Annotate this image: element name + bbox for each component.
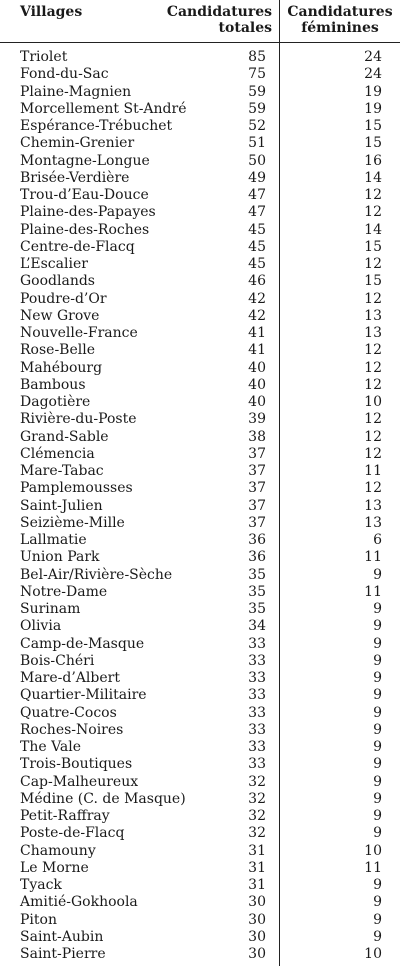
total-candidatures: 32 (248, 825, 266, 842)
female-candidatures: 9 (373, 721, 382, 738)
village-name: Mahébourg (20, 359, 103, 376)
total-candidatures: 42 (248, 290, 266, 307)
table-row (0, 204, 400, 221)
table-row (0, 894, 400, 911)
total-candidatures: 40 (248, 359, 266, 376)
village-name: Union Park (20, 549, 100, 566)
village-name: Nouvelle-France (20, 325, 138, 341)
village-name: Piton (20, 911, 57, 928)
table-row (0, 429, 400, 446)
village-name: Chamouny (20, 842, 96, 859)
female-candidatures: 9 (373, 739, 382, 755)
table-row (0, 118, 400, 135)
female-candidatures: 12 (364, 376, 382, 393)
total-candidatures: 33 (248, 670, 266, 686)
total-candidatures: 40 (248, 394, 266, 410)
total-candidatures: 34 (248, 618, 266, 635)
total-candidatures: 32 (248, 773, 266, 790)
female-candidatures: 19 (364, 100, 382, 117)
table-row (0, 84, 400, 101)
village-name: Centre-de-Flacq (20, 238, 135, 255)
table-row (0, 66, 400, 83)
total-candidatures: 35 (248, 583, 266, 600)
total-candidatures: 40 (248, 376, 266, 393)
total-candidatures: 37 (248, 514, 266, 531)
table-row (0, 49, 400, 66)
total-candidatures: 45 (248, 221, 266, 238)
village-name: Tyack (20, 877, 62, 893)
female-candidatures: 13 (364, 325, 382, 341)
female-candidatures: 6 (373, 532, 382, 548)
total-candidatures: 36 (248, 532, 266, 548)
total-candidatures: 33 (248, 756, 266, 773)
female-candidatures: 12 (364, 256, 382, 272)
village-name: Poste-de-Flacq (20, 825, 125, 842)
village-name: The Vale (20, 739, 82, 755)
total-candidatures: 52 (248, 118, 266, 134)
female-candidatures: 11 (364, 583, 382, 600)
total-candidatures: 33 (248, 721, 266, 738)
village-name: Saint-Pierre (20, 946, 106, 962)
village-name: Surinam (20, 601, 81, 617)
total-candidatures: 31 (248, 877, 266, 893)
female-candidatures: 9 (373, 687, 382, 704)
table-row (0, 739, 400, 756)
female-candidatures: 13 (364, 514, 382, 531)
table-row (0, 187, 400, 204)
total-candidatures: 46 (248, 273, 266, 290)
table-row (0, 101, 400, 118)
female-candidatures: 11 (364, 463, 382, 479)
total-candidatures: 45 (248, 256, 266, 272)
total-candidatures: 42 (248, 307, 266, 324)
total-candidatures: 32 (248, 790, 266, 807)
total-candidatures: 33 (248, 687, 266, 704)
table-row (0, 446, 400, 463)
village-name: Quatre-Cocos (20, 704, 117, 721)
total-candidatures: 37 (248, 463, 266, 479)
female-candidatures: 9 (373, 652, 382, 669)
table-row (0, 687, 400, 704)
village-name: Bambous (20, 376, 86, 393)
table-row (0, 135, 400, 152)
total-candidatures: 37 (248, 445, 266, 462)
total-candidatures: 41 (248, 325, 266, 341)
female-candidatures: 9 (373, 756, 382, 773)
village-name: Espérance-Trébuchet (20, 118, 173, 134)
female-candidatures: 15 (364, 135, 382, 152)
female-candidatures: 9 (373, 790, 382, 807)
total-candidatures: 45 (248, 238, 266, 255)
village-name: Olivia (20, 618, 62, 635)
female-candidatures: 9 (373, 618, 382, 635)
total-candidatures: 30 (248, 946, 266, 962)
village-name: Plaine-Magnien (20, 83, 132, 100)
female-candidatures: 12 (364, 428, 382, 445)
table-row (0, 722, 400, 739)
female-candidatures: 9 (373, 928, 382, 945)
female-candidatures: 11 (364, 859, 382, 876)
table-row (0, 653, 400, 670)
header-fem-line1: Candidatures (287, 4, 393, 20)
table-row (0, 480, 400, 497)
female-candidatures: 12 (364, 445, 382, 462)
total-candidatures: 37 (248, 497, 266, 514)
village-name: Mare-Tabac (20, 463, 104, 479)
female-candidatures: 9 (373, 894, 382, 911)
table-row (0, 325, 400, 342)
village-name: Triolet (20, 49, 68, 65)
village-name: Plaine-des-Papayes (20, 204, 156, 221)
village-name: Plaine-des-Roches (20, 221, 150, 238)
table-row (0, 308, 400, 325)
table-row (0, 239, 400, 256)
female-candidatures: 9 (373, 808, 382, 824)
village-name: Chemin-Grenier (20, 135, 135, 152)
total-candidatures: 30 (248, 911, 266, 928)
female-candidatures: 15 (364, 238, 382, 255)
table-row (0, 498, 400, 515)
total-candidatures: 39 (248, 411, 266, 428)
total-candidatures: 38 (248, 428, 266, 445)
table-row (0, 774, 400, 791)
table-row (0, 342, 400, 359)
female-candidatures: 10 (364, 946, 382, 962)
table-row (0, 584, 400, 601)
female-candidatures: 11 (364, 549, 382, 566)
village-name: Saint-Julien (20, 497, 103, 514)
female-candidatures: 24 (364, 49, 382, 65)
village-name: Roches-Noires (20, 721, 124, 738)
female-candidatures: 13 (364, 307, 382, 324)
table-row (0, 929, 400, 946)
table-row (0, 377, 400, 394)
female-candidatures: 9 (373, 825, 382, 842)
female-candidatures: 12 (364, 480, 382, 497)
total-candidatures: 31 (248, 842, 266, 859)
female-candidatures: 9 (373, 601, 382, 617)
village-name: Fond-du-Sac (20, 66, 109, 83)
female-candidatures: 16 (364, 152, 382, 169)
header-candidatures-feminines (284, 4, 396, 36)
total-candidatures: 31 (248, 859, 266, 876)
village-name: Lallmatie (20, 532, 87, 548)
female-candidatures: 10 (364, 394, 382, 410)
female-candidatures: 19 (364, 83, 382, 100)
table-row (0, 791, 400, 808)
total-candidatures: 36 (248, 549, 266, 566)
table-row (0, 291, 400, 308)
female-candidatures: 12 (364, 342, 382, 359)
total-candidatures: 59 (248, 83, 266, 100)
table-row (0, 601, 400, 618)
table-row (0, 170, 400, 187)
table-row (0, 360, 400, 377)
village-name: Goodlands (20, 273, 95, 290)
total-candidatures: 50 (248, 152, 266, 169)
total-candidatures: 32 (248, 808, 266, 824)
female-candidatures: 12 (364, 187, 382, 203)
female-candidatures: 14 (364, 221, 382, 238)
village-name: Clémencia (20, 445, 95, 462)
total-candidatures: 47 (248, 187, 266, 203)
table-row (0, 153, 400, 170)
total-candidatures: 59 (248, 100, 266, 117)
table-body (0, 43, 400, 963)
table-row (0, 705, 400, 722)
table-row (0, 515, 400, 532)
total-candidatures: 75 (248, 66, 266, 83)
village-name: Notre-Dame (20, 583, 108, 600)
village-name: Cap-Malheureux (20, 773, 139, 790)
total-candidatures: 41 (248, 342, 266, 359)
village-name: Rose-Belle (20, 342, 95, 359)
table-row (0, 567, 400, 584)
total-candidatures: 35 (248, 601, 266, 617)
table-row (0, 877, 400, 894)
total-candidatures: 47 (248, 204, 266, 221)
village-name: Dagotière (20, 394, 91, 410)
village-name: Grand-Sable (20, 428, 109, 445)
table-row (0, 636, 400, 653)
table-row (0, 618, 400, 635)
total-candidatures: 30 (248, 928, 266, 945)
female-candidatures: 12 (364, 411, 382, 428)
total-candidatures: 33 (248, 635, 266, 652)
female-candidatures: 14 (364, 169, 382, 186)
village-name: Bel-Air/Rivière-Sèche (20, 566, 173, 583)
female-candidatures: 15 (364, 273, 382, 290)
table-row (0, 912, 400, 929)
village-name: Bois-Chéri (20, 652, 95, 669)
header-candidatures-totales (167, 4, 272, 36)
female-candidatures: 12 (364, 359, 382, 376)
village-name: Mare-d’Albert (20, 670, 120, 686)
table-row (0, 946, 400, 963)
female-candidatures: 9 (373, 670, 382, 686)
female-candidatures: 9 (373, 704, 382, 721)
female-candidatures: 10 (364, 842, 382, 859)
village-name: Le Morne (20, 859, 89, 876)
female-candidatures: 9 (373, 773, 382, 790)
village-name: Saint-Aubin (20, 928, 104, 945)
female-candidatures: 24 (364, 66, 382, 83)
village-name: Petit-Raffray (20, 808, 110, 824)
table-row (0, 843, 400, 860)
total-candidatures: 85 (248, 49, 266, 65)
female-candidatures: 13 (364, 497, 382, 514)
total-candidatures: 35 (248, 566, 266, 583)
total-candidatures: 33 (248, 652, 266, 669)
village-name: Seizième-Mille (20, 514, 125, 531)
total-candidatures: 33 (248, 739, 266, 755)
village-name: Poudre-d’Or (20, 290, 107, 307)
table-row (0, 860, 400, 877)
table-row (0, 670, 400, 687)
total-candidatures: 33 (248, 704, 266, 721)
total-candidatures: 30 (248, 894, 266, 911)
village-name: Amitié-Gokhoola (20, 894, 138, 911)
table-row (0, 463, 400, 480)
female-candidatures: 9 (373, 635, 382, 652)
village-name: Camp-de-Masque (20, 635, 145, 652)
header-fem-line2: féminines (301, 20, 379, 36)
female-candidatures: 9 (373, 566, 382, 583)
female-candidatures: 12 (364, 290, 382, 307)
village-name: Rivière-du-Poste (20, 411, 137, 428)
table-row (0, 222, 400, 239)
village-name: Quartier-Militaire (20, 687, 147, 704)
village-name: Brisée-Verdière (20, 169, 130, 186)
total-candidatures: 49 (248, 169, 266, 186)
female-candidatures: 15 (364, 118, 382, 134)
table-row (0, 394, 400, 411)
header-total-line1: Candidatures (166, 4, 272, 20)
table-row (0, 825, 400, 842)
village-name: Trou-d’Eau-Douce (20, 187, 149, 203)
total-candidatures: 37 (248, 480, 266, 497)
table-row (0, 808, 400, 825)
table-row (0, 411, 400, 428)
village-name: Montagne-Longue (20, 152, 150, 169)
female-candidatures: 9 (373, 877, 382, 893)
total-candidatures: 51 (248, 135, 266, 152)
village-name: L’Escalier (20, 256, 88, 272)
village-name: Morcellement St-André (20, 100, 187, 117)
table-row (0, 273, 400, 290)
table-header (0, 0, 400, 43)
female-candidatures: 9 (373, 911, 382, 928)
header-total-line2: totales (218, 20, 272, 36)
table-row (0, 532, 400, 549)
table-row (0, 549, 400, 566)
village-name: Pamplemousses (20, 480, 133, 497)
female-candidatures: 12 (364, 204, 382, 221)
village-name: Trois-Boutiques (20, 756, 133, 773)
header-villages: Villages (20, 4, 83, 20)
table-row (0, 756, 400, 773)
village-name: New Grove (20, 307, 100, 324)
village-name: Médine (C. de Masque) (20, 790, 186, 807)
table-row (0, 256, 400, 273)
